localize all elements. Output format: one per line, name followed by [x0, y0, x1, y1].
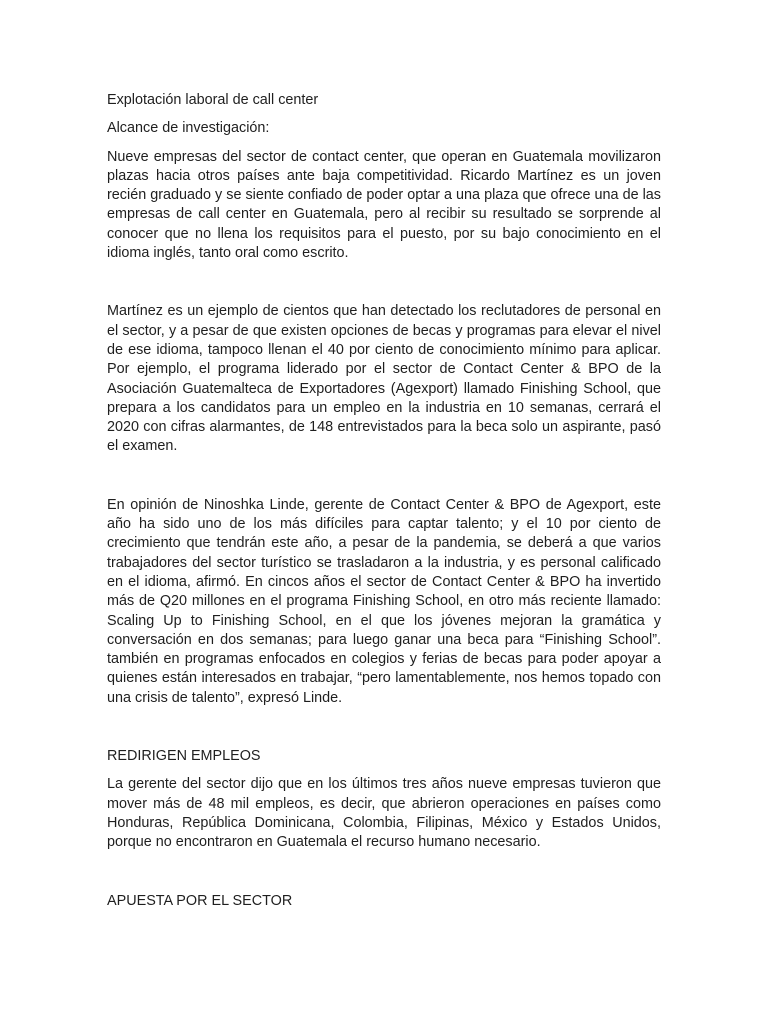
section-heading-apuesta: APUESTA POR EL SECTOR — [107, 892, 293, 909]
paragraph-1: Nueve empresas del sector de contact center, que operan en Guatemala movilizaron plazas hacia otros países ante baja competitividad. Ricardo Martínez es un joven recién graduado y se siente confiado de poder optar a una plaza que ofrece una de las empresas de call center en Guatemala, pero al recibir su resultado se sorprende al conocer que no llena los requisitos para el puesto, por su bajo conocimiento en el idioma inglés, tanto oral como escrito. — [107, 148, 661, 262]
section-heading-redirigen: REDIRIGEN EMPLEOS — [107, 748, 261, 765]
document-page — [107, 91, 661, 911]
paragraph-2: Martínez es un ejemplo de cientos que han detectado los reclutadores de personal en el sector, y a pesar de que existen opciones de becas y programas para elevar el nivel de ese idioma, tampoco llenan el 40 por ciento de conocimiento mínimo para aplicar. Por ejemplo, el programa liderado por el sector de Contact Center & BPO de la Asociación Guatemalteca de Exportadores (Agexport) llamado Finishing School, que prepara a los candidatos para un empleo en la industria en 10 semanas, cerrará el 2020 con cifras alarmantes, de 148 entrevistados para la beca solo un aspirante, pasó el examen. — [107, 303, 661, 455]
document-title: Explotación laboral de call center — [107, 92, 319, 108]
paragraph-3: En opinión de Ninoshka Linde, gerente de Contact Center & BPO de Agexport, este año ha sido uno de los más difíciles para captar talento; y el 10 por ciento de crecimiento que tendrán este año, a pesar de la pandemia, se deberá a que varios trabajadores del sector turístico se trasladaron a la industria, y es personal calificado en el idioma, afirmó. En cincos años el sector de Contact Center & BPO ha invertido más de Q20 millones en el programa Finishing School, en otro más reciente llamado: Scaling Up to Finishing School, en el que los jóvenes mejoran la gramática y conversación en dos semanas; para luego ganar una beca para “Finishing School”. también en programas enfocados en colegios y ferias de becas para poder apoyar a quienes están interesados en trabajar, “pero lamentablemente, nos hemos topado con una crisis de talento”, expresó Linde. — [107, 496, 661, 706]
paragraph-4: La gerente del sector dijo que en los últimos tres años nueve empresas tuvieron que mover más de 48 mil empleos, es decir, que abrieron operaciones en países como Honduras, República Dominicana, Colombia, Filipinas, México y Estados Unidos, porque no encontraron en Guatemala el recurso humano necesario. — [107, 776, 661, 851]
scope-label: Alcance de investigación: — [107, 120, 270, 137]
